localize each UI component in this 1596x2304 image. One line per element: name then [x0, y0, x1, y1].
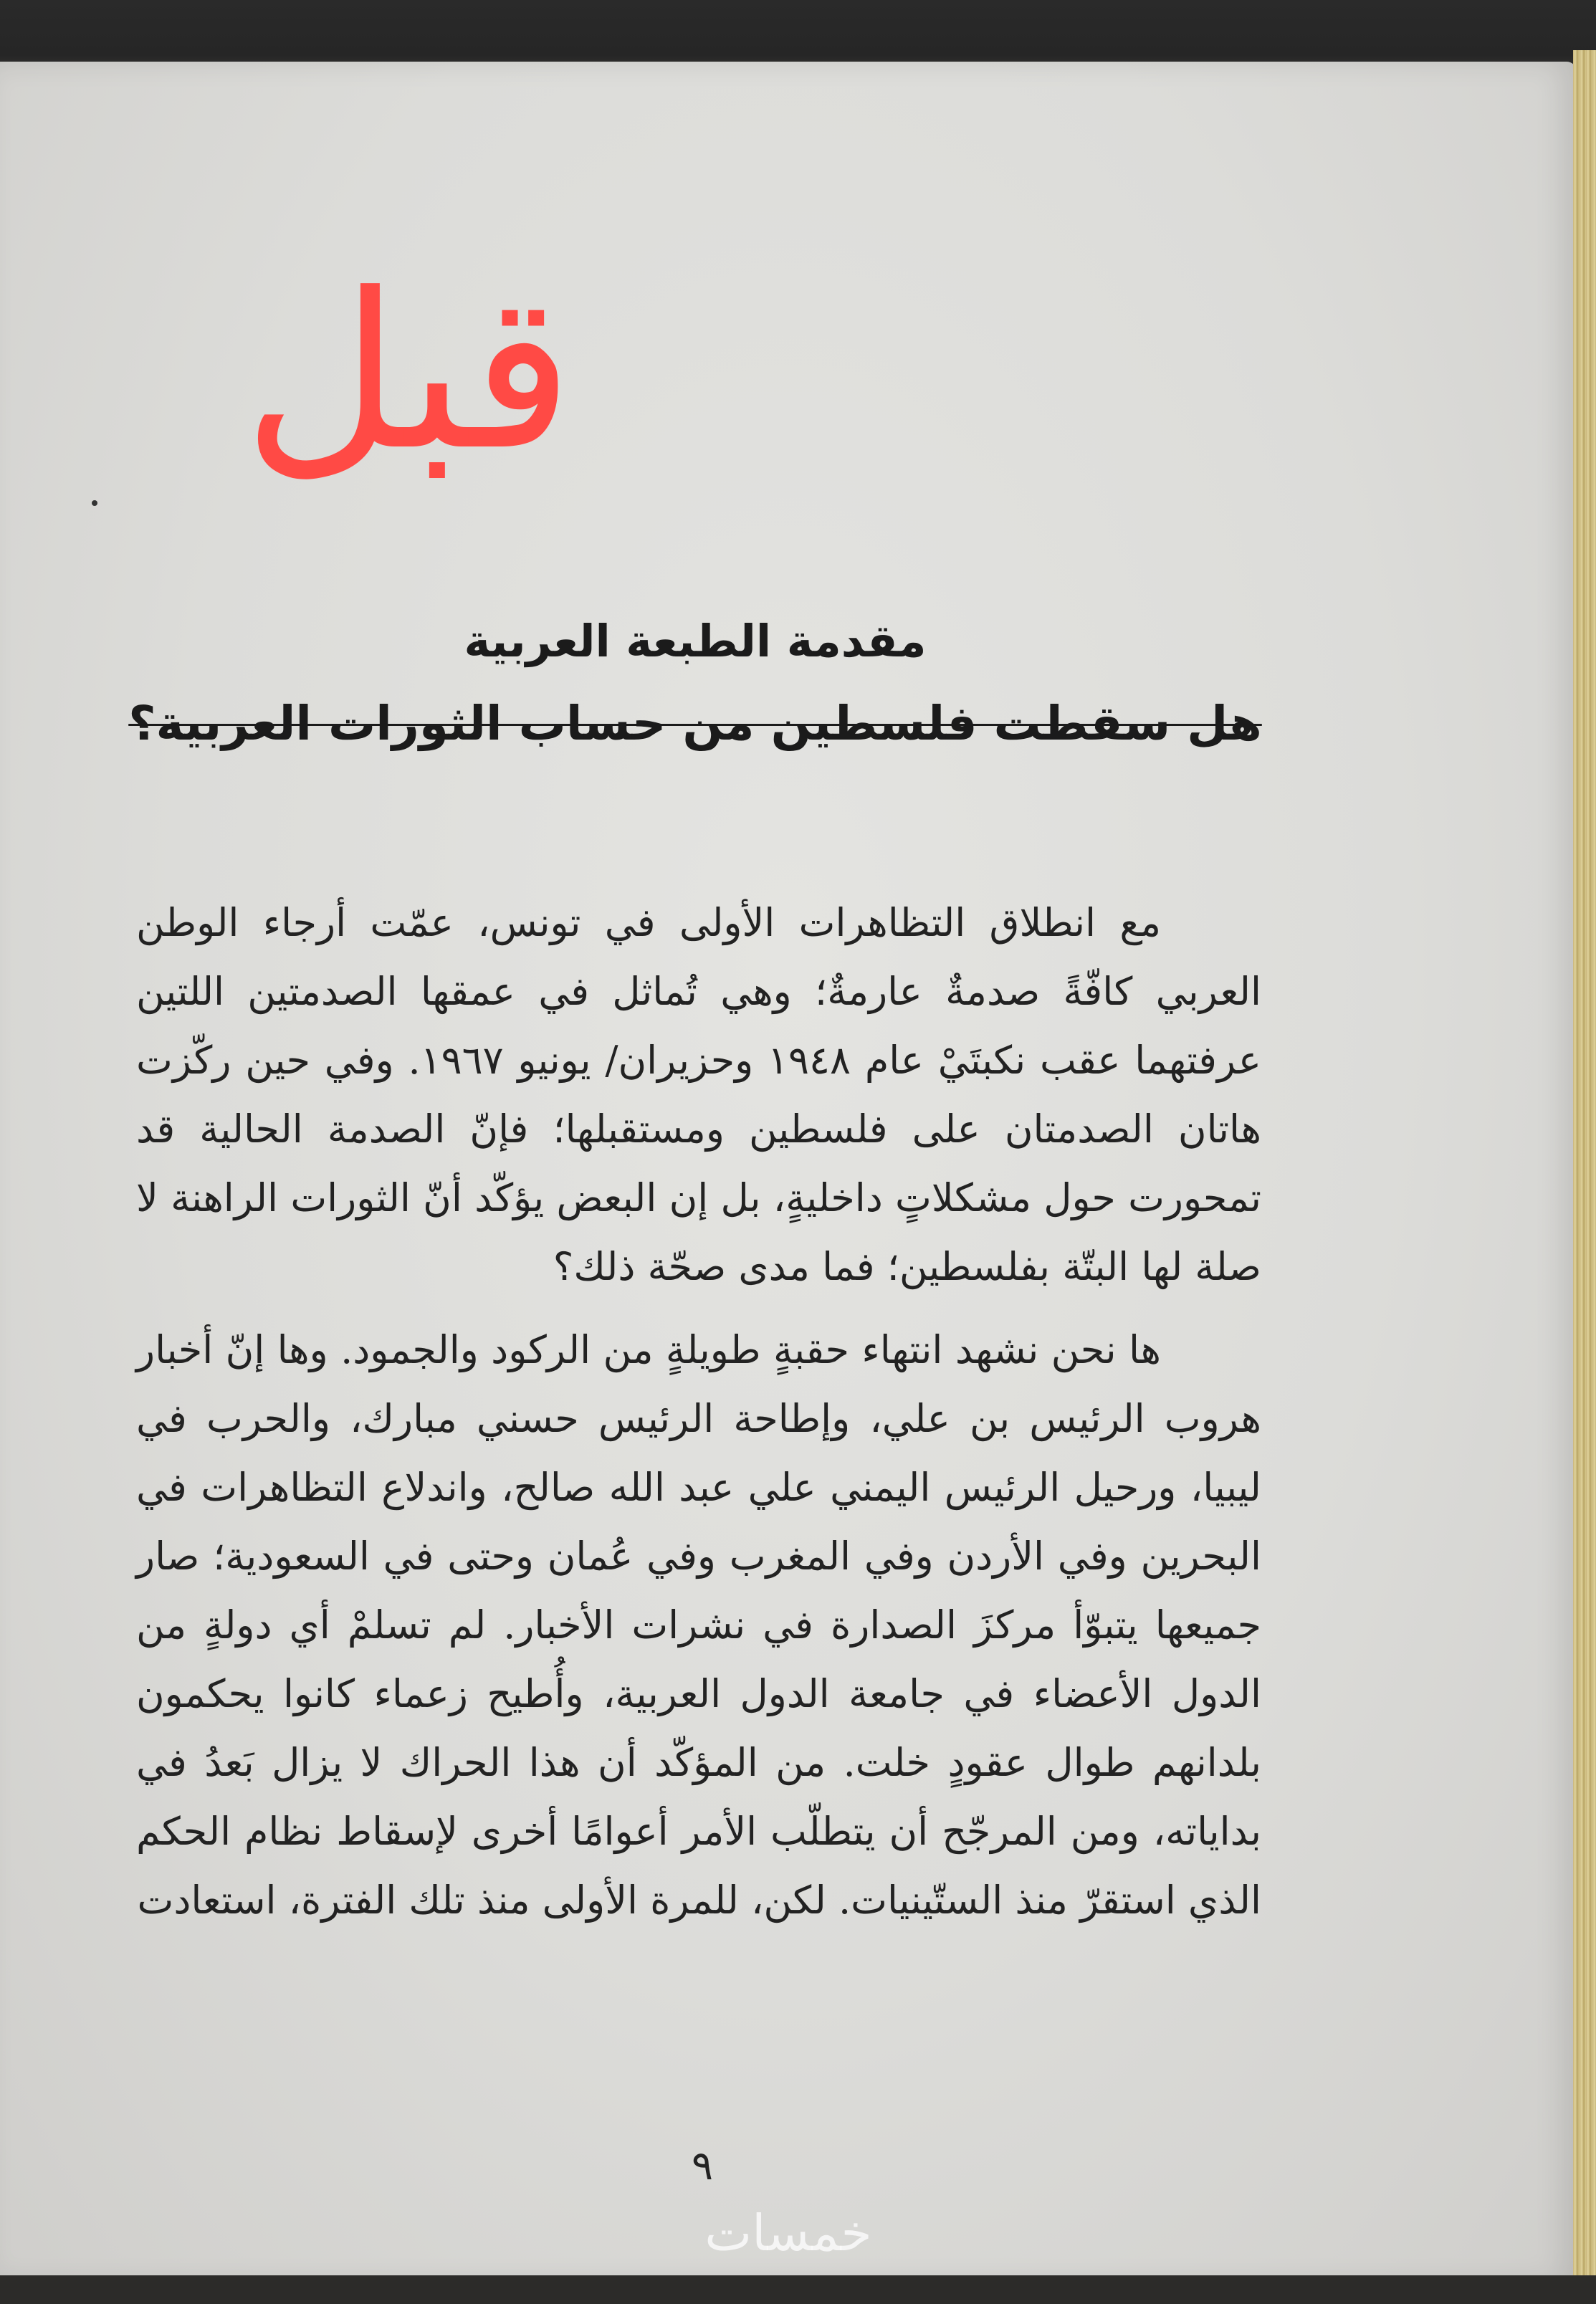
watermark: خمسات	[704, 2204, 872, 2262]
paragraph: مع انطلاق التظاهرات الأولى في تونس، عمّت أرجاء الوطن العربي كافّةً صدمةٌ عارمةٌ؛ وهي تُماثل في عمقها الصدمتين اللتين عرفتهما عقب نكبتَيْ عام ١٩٤٨ وحزيران/ يونيو ١٩٦٧. وفي حين ركّزت هاتان الصدمتان على فلسطين ومستقبلها؛ فإنّ الصدمة الحالية قد تمحورت حول مشكلاتٍ داخليةٍ، بل إن البعض يؤكّد أنّ الثورات الراهنة لا صلة لها البتّة بفلسطين؛ فما مدى صحّة ذلك؟	[136, 900, 1261, 1289]
photo-bottom-edge	[0, 2275, 1596, 2304]
section-subtitle	[122, 688, 1268, 760]
section-subtitle-text: هل سقطت فلسطين من حساب الثورات العربية؟	[128, 696, 1262, 751]
body-text	[136, 889, 1261, 1935]
page-number: ٩	[691, 2143, 714, 2189]
before-stamp: قبل	[242, 247, 573, 497]
section-title: مقدمة الطبعة العربية	[464, 615, 927, 667]
paragraph: ها نحن نشهد انتهاء حقبةٍ طويلةٍ من الركود والجمود. وها إنّ أخبار هروب الرئيس بن علي، وإطاحة الرئيس حسني مبارك، والحرب في ليبيا، ورحيل الرئيس اليمني علي عبد الله صالح، واندلاع التظاهرات في البحرين وفي الأردن وفي المغرب وفي عُمان وحتى في السعودية؛ صار جميعها يتبوّأ مركزَ الصدارة في نشرات الأخبار. لم تسلمْ أي دولةٍ من الدول الأعضاء في جامعة الدول العربية، وأُطيح زعماء كانوا يحكمون بلدانهم طوال عقودٍ خلت. من المؤكّد أن هذا الحراك لا يزال بَعدُ في بداياته، ومن المرجّح أن يتطلّب الأمر أعوامًا أخرى لإسقاط نظام الحكم الذي استقرّ منذ الستّينيات. لكن، للمرة الأولى منذ تلك الفترة، استعادت	[136, 1327, 1261, 1923]
stray-dot	[92, 500, 97, 506]
page-edges	[1573, 50, 1596, 2304]
